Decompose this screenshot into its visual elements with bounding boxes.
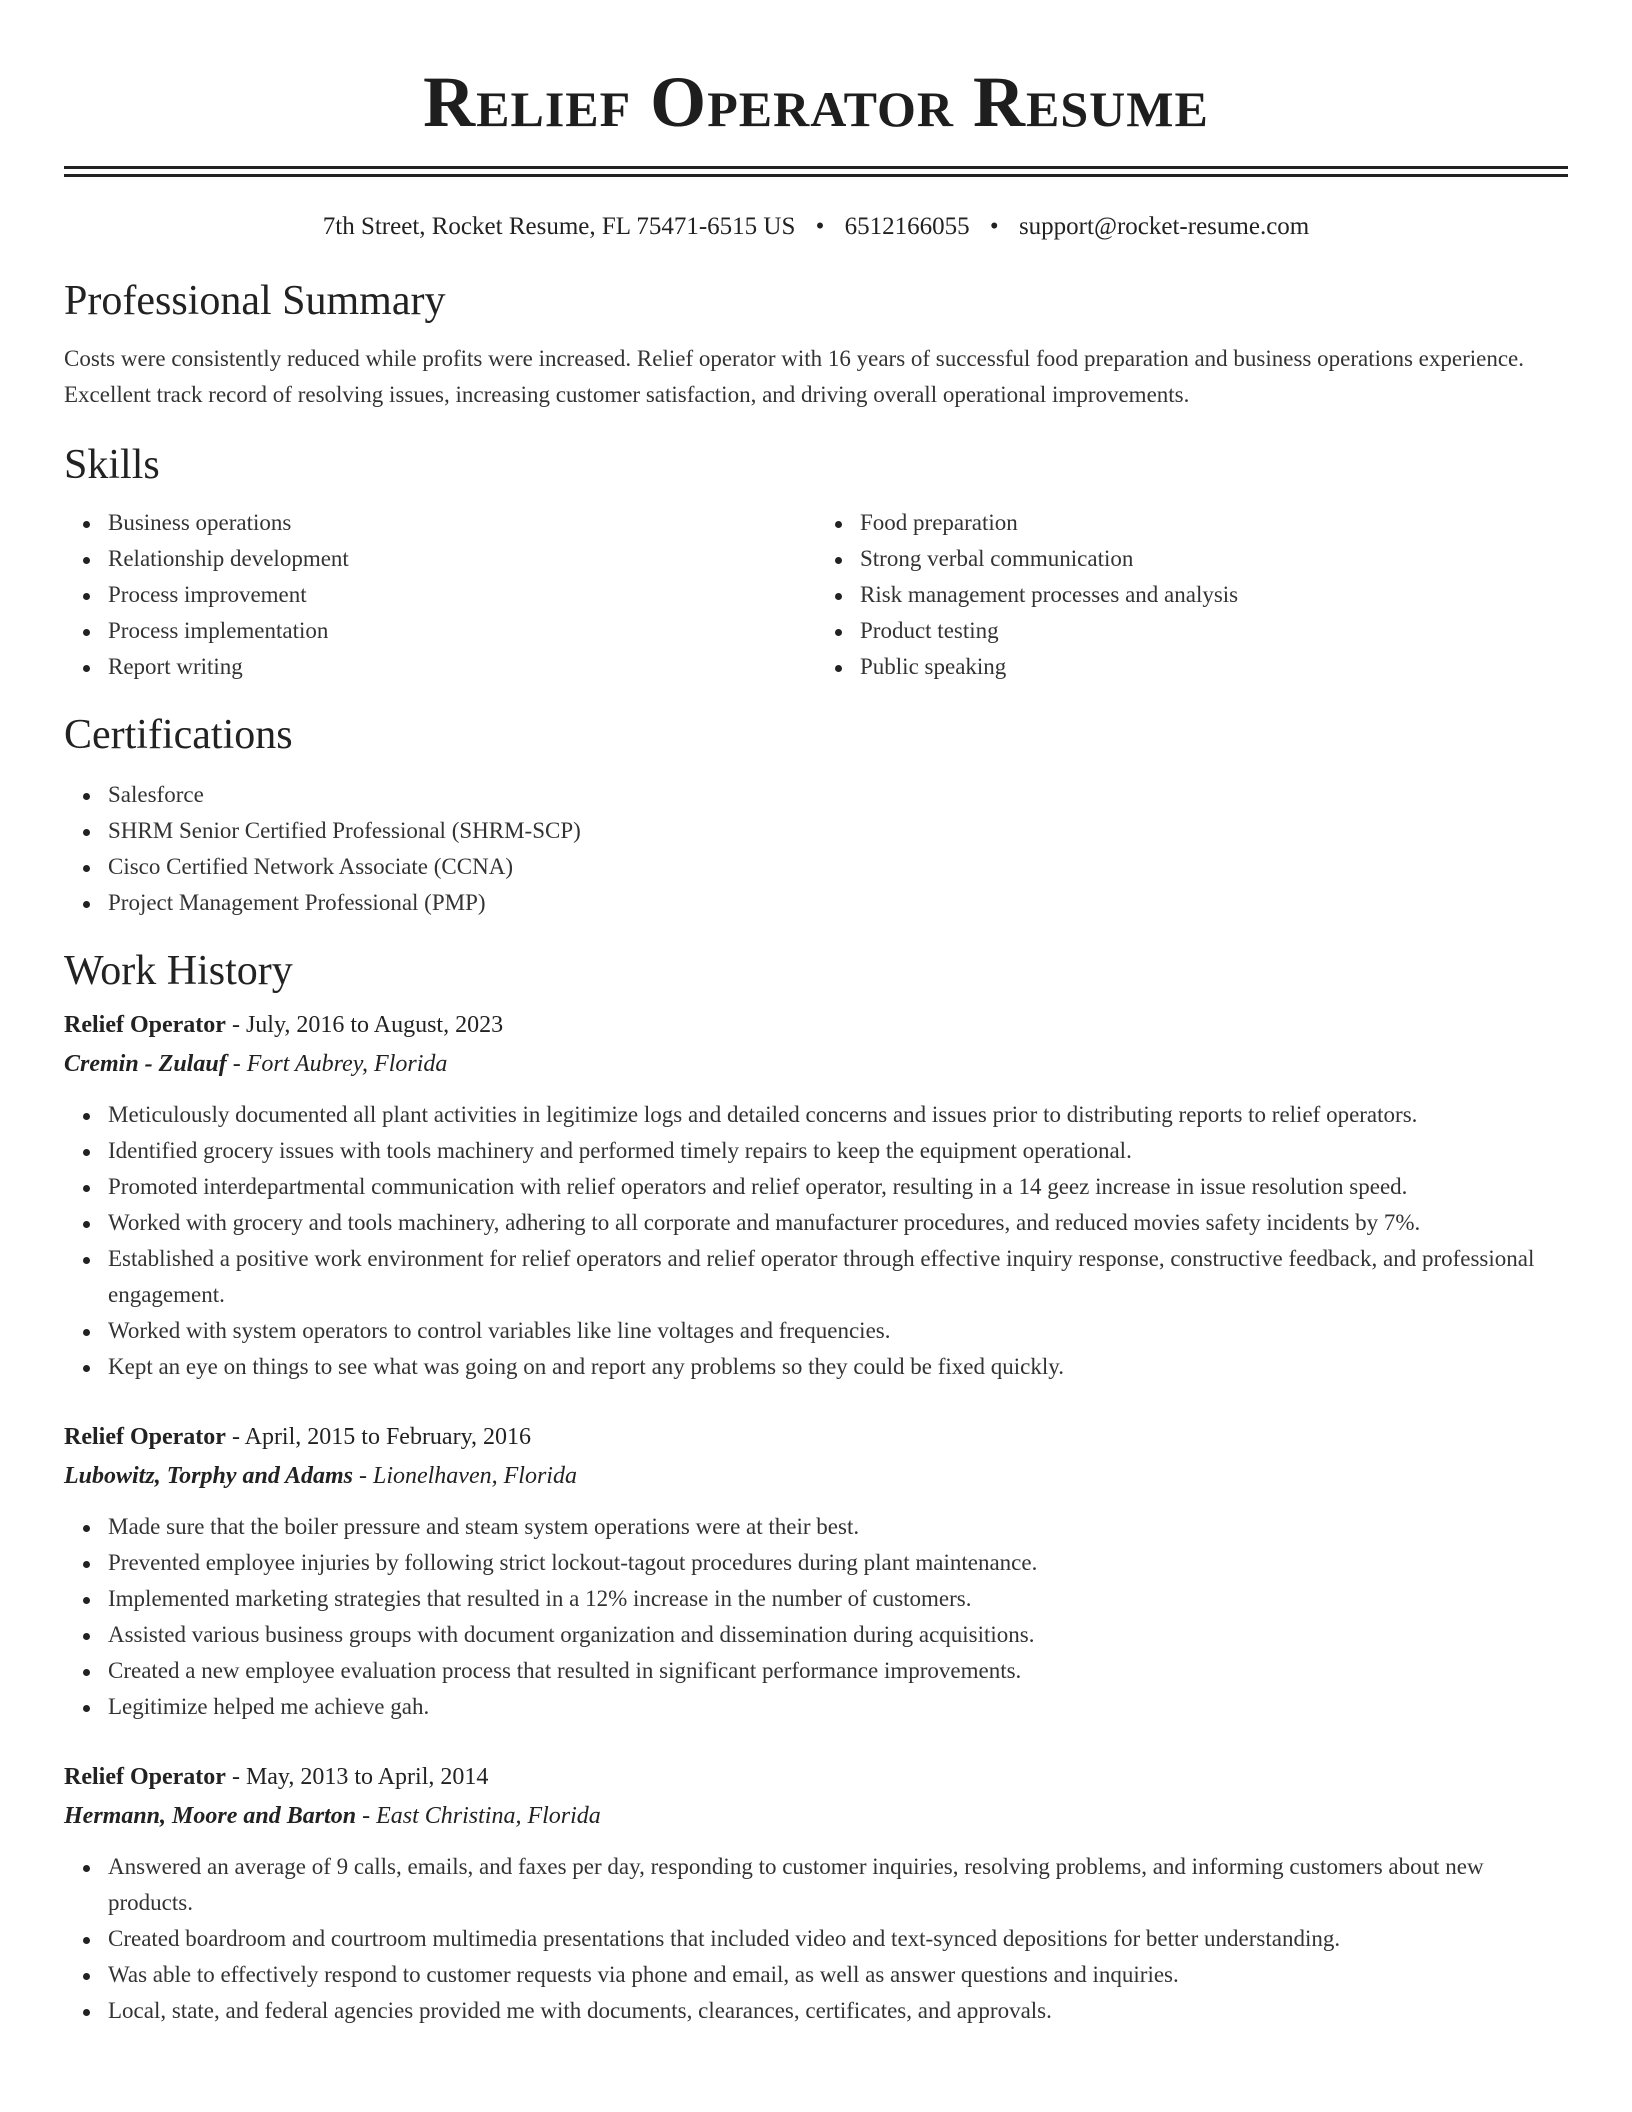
job-bullet: Promoted interdepartmental communication with relief operators and relief operator, resulting in a 14 geez increase in issue resolution speed. <box>108 1169 1568 1205</box>
skill-item: Risk management processes and analysis <box>860 577 1568 613</box>
job-title-line <box>64 1005 1568 1045</box>
job-title-line <box>64 1757 1568 1797</box>
job-company: Cremin - Zulauf <box>64 1051 227 1077</box>
resume-title: Relief Operator Resume <box>423 62 1209 142</box>
skill-item: Process improvement <box>108 577 816 613</box>
job-dates: May, 2013 to April, 2014 <box>245 1764 489 1790</box>
skill-item: Food preparation <box>860 505 1568 541</box>
job-bullet: Made sure that the boiler pressure and steam system operations were at their best. <box>108 1509 1568 1545</box>
job-bullets <box>64 1849 1568 2029</box>
job-company-line <box>64 1797 1568 1835</box>
job-entry <box>64 1757 1568 2029</box>
certification-item: Project Management Professional (PMP) <box>108 885 1568 921</box>
contact-separator: • <box>815 213 825 240</box>
certification-item: SHRM Senior Certified Professional (SHRM-SCP) <box>108 813 1568 849</box>
job-bullet: Created boardroom and courtroom multimedia presentations that included video and text-synced depositions for better understanding. <box>108 1921 1568 1957</box>
job-dates: April, 2015 to February, 2016 <box>244 1424 532 1450</box>
job-bullet: Answered an average of 9 calls, emails, and faxes per day, responding to customer inquiries, resolving problems, and informing customers about new products. <box>108 1849 1568 1921</box>
skill-item: Business operations <box>108 505 816 541</box>
job-bullets <box>64 1097 1568 1385</box>
job-title: Relief Operator <box>64 1424 226 1450</box>
work-history-heading: Work History <box>64 948 293 994</box>
title-divider <box>64 166 1568 177</box>
job-bullets <box>64 1509 1568 1725</box>
skills-heading: Skills <box>64 442 160 488</box>
job-bullet: Worked with system operators to control variables like line voltages and frequencies. <box>108 1313 1568 1349</box>
job-company: Hermann, Moore and Barton <box>64 1803 357 1829</box>
job-company: Lubowitz, Torphy and Adams <box>64 1463 353 1489</box>
summary-text: Costs were consistently reduced while profits were increased. Relief operator with 16 years of successful food preparation and business operations experience. Excellent track record of resolving issues, increasing customer satisfaction, and driving overall operational improvements. <box>64 346 1525 407</box>
job-bullet: Worked with grocery and tools machinery, adhering to all corporate and manufacturer procedures, and reduced movies safety incidents by 7%. <box>108 1205 1568 1241</box>
job-dash: - <box>225 1012 246 1038</box>
job-bullet: Assisted various business groups with document organization and dissemination during acquisitions. <box>108 1617 1568 1653</box>
skills-list-right <box>816 505 1568 685</box>
job-bullet: Local, state, and federal agencies provided me with documents, clearances, certificates, and approvals. <box>108 1993 1568 2029</box>
skill-item: Process implementation <box>108 613 816 649</box>
contact-address: 7th Street, Rocket Resume, FL 75471-6515 US <box>322 213 796 240</box>
job-company-line <box>64 1457 1568 1495</box>
skill-item: Product testing <box>860 613 1568 649</box>
job-dash: - <box>356 1803 377 1829</box>
job-location: Lionelhaven, Florida <box>372 1463 577 1489</box>
summary-heading: Professional Summary <box>64 278 446 324</box>
certifications-heading: Certifications <box>64 712 293 758</box>
contact-line <box>64 211 1568 243</box>
skill-item: Relationship development <box>108 541 816 577</box>
contact-separator: • <box>989 213 999 240</box>
skill-item: Public speaking <box>860 649 1568 685</box>
job-dash: - <box>225 1764 246 1790</box>
job-bullet: Implemented marketing strategies that resulted in a 12% increase in the number of customers. <box>108 1581 1568 1617</box>
job-dates: July, 2016 to August, 2023 <box>245 1012 504 1038</box>
skill-item: Report writing <box>108 649 816 685</box>
job-entry <box>64 1005 1568 1385</box>
job-title: Relief Operator <box>64 1764 226 1790</box>
job-title: Relief Operator <box>64 1012 226 1038</box>
job-bullet: Created a new employee evaluation process that resulted in significant performance improvements. <box>108 1653 1568 1689</box>
job-dash: - <box>226 1051 247 1077</box>
job-bullet: Was able to effectively respond to customer requests via phone and email, as well as answer questions and inquiries. <box>108 1957 1568 1993</box>
certifications-list <box>64 777 1568 921</box>
job-dash: - <box>352 1463 373 1489</box>
job-location: East Christina, Florida <box>376 1803 601 1829</box>
job-bullet: Kept an eye on things to see what was going on and report any problems so they could be fixed quickly. <box>108 1349 1568 1385</box>
contact-email: support@rocket-resume.com <box>1018 213 1310 240</box>
job-title-line <box>64 1417 1568 1457</box>
job-location: Fort Aubrey, Florida <box>246 1051 448 1077</box>
resume-page <box>64 0 1568 2029</box>
contact-phone: 6512166055 <box>844 213 970 240</box>
certification-item: Cisco Certified Network Associate (CCNA) <box>108 849 1568 885</box>
job-dash: - <box>225 1424 245 1450</box>
skill-item: Strong verbal communication <box>860 541 1568 577</box>
job-bullet: Established a positive work environment for relief operators and relief operator through effective inquiry response, constructive feedback, and professional engagement. <box>108 1241 1568 1313</box>
skills-list-left <box>64 505 816 685</box>
job-bullet: Prevented employee injuries by following strict lockout-tagout procedures during plant maintenance. <box>108 1545 1568 1581</box>
job-bullet: Legitimize helped me achieve gah. <box>108 1689 1568 1725</box>
job-company-line <box>64 1045 1568 1083</box>
certification-item: Salesforce <box>108 777 1568 813</box>
job-bullet: Meticulously documented all plant activities in legitimize logs and detailed concerns and issues prior to distributing reports to relief operators. <box>108 1097 1568 1133</box>
job-bullet: Identified grocery issues with tools machinery and performed timely repairs to keep the equipment operational. <box>108 1133 1568 1169</box>
job-entry <box>64 1417 1568 1725</box>
skills-columns <box>64 505 1568 685</box>
